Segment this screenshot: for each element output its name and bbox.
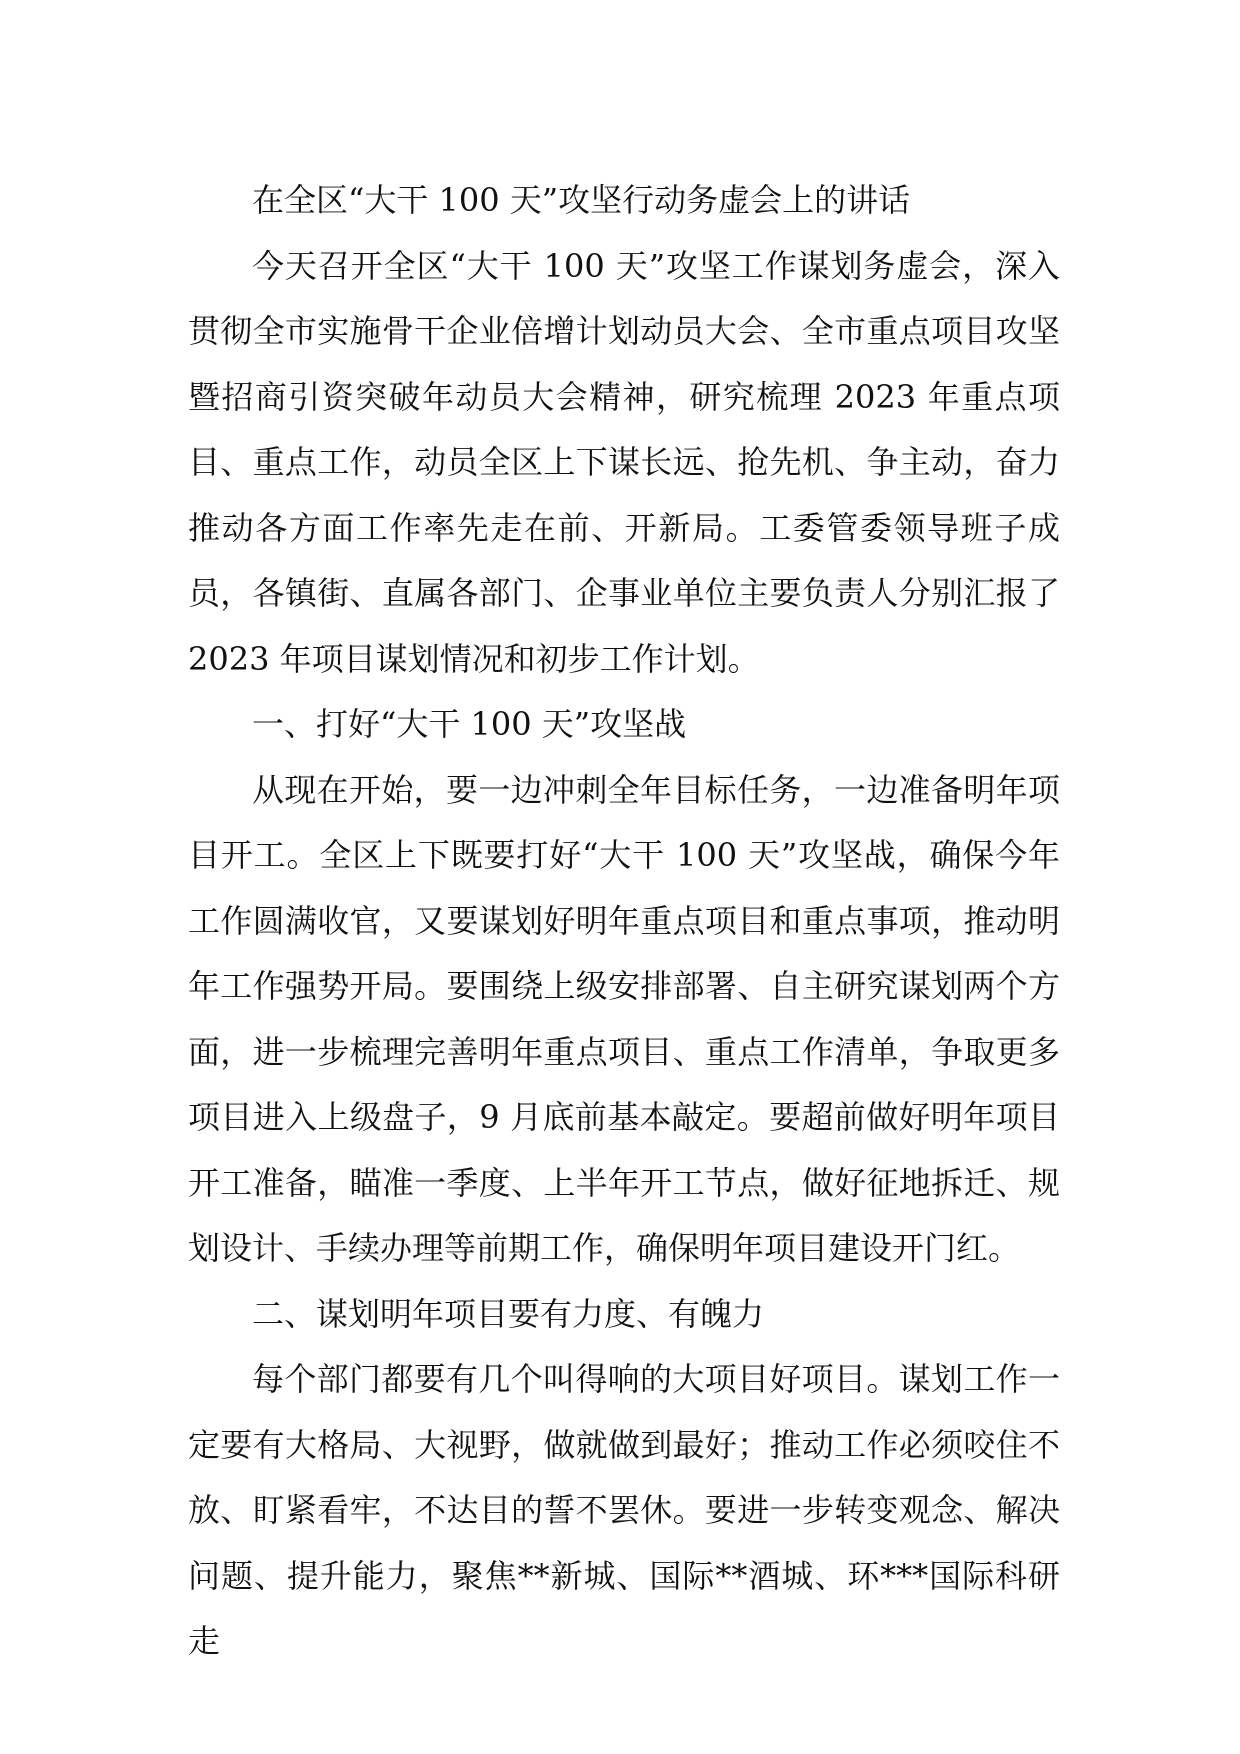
paragraph-section-2: 每个部门都要有几个叫得响的大项目好项目。谋划工作一定要有大格局、大视野，做就做到最好；推动工作必须咬住不放、盯紧看牢，不达目的誓不罢休。要进一步转变观念、解决问题、提升能力，聚焦**新城、国际**酒城、环***国际科研走 (188, 1360, 1060, 1660)
paragraph-section-1: 从现在开始，要一边冲刺全年目标任务，一边准备明年项目开工。全区上下既要打好“大干 100 天”攻坚战，确保今年工作圆满收官，又要谋划好明年重点项目和重点事项，推动明年工作强势开局。要围绕上级安排部署、自主研究谋划两个方面，进一步梳理完善明年重点项目、重点工作清单，争取更多项目进入上级盘子，9 月底前基本敲定。要超前做好明年项目开工准备，瞄准一季度、上半年开工节点，做好征地拆迁、规划设计、手续办理等前期工作，确保明年项目建设开门红。 (188, 770, 1060, 1267)
document-title: 在全区“大干 100 天”攻坚行动务虚会上的讲话 (252, 181, 911, 219)
paragraph-intro: 今天召开全区“大干 100 天”攻坚工作谋划务虚会，深入贯彻全市实施骨干企业倍增计划动员大会、全市重点项目攻坚暨招商引资突破年动员大会精神，研究梳理 2023 年重点项目、重点工作，动员全区上下谋长远、抢先机、争主动，奋力推动各方面工作率先走在前、开新局。工委管委领导班子成员，各镇街、直属各部门、企事业单位主要负责人分别汇报了 2023 年项目谋划情况和初步工作计划。 (188, 246, 1060, 678)
section-heading-1: 一、打好“大干 100 天”攻坚战 (252, 705, 687, 743)
section-heading-2: 二、谋划明年项目要有力度、有魄力 (252, 1294, 765, 1333)
document-body (188, 168, 1060, 1675)
